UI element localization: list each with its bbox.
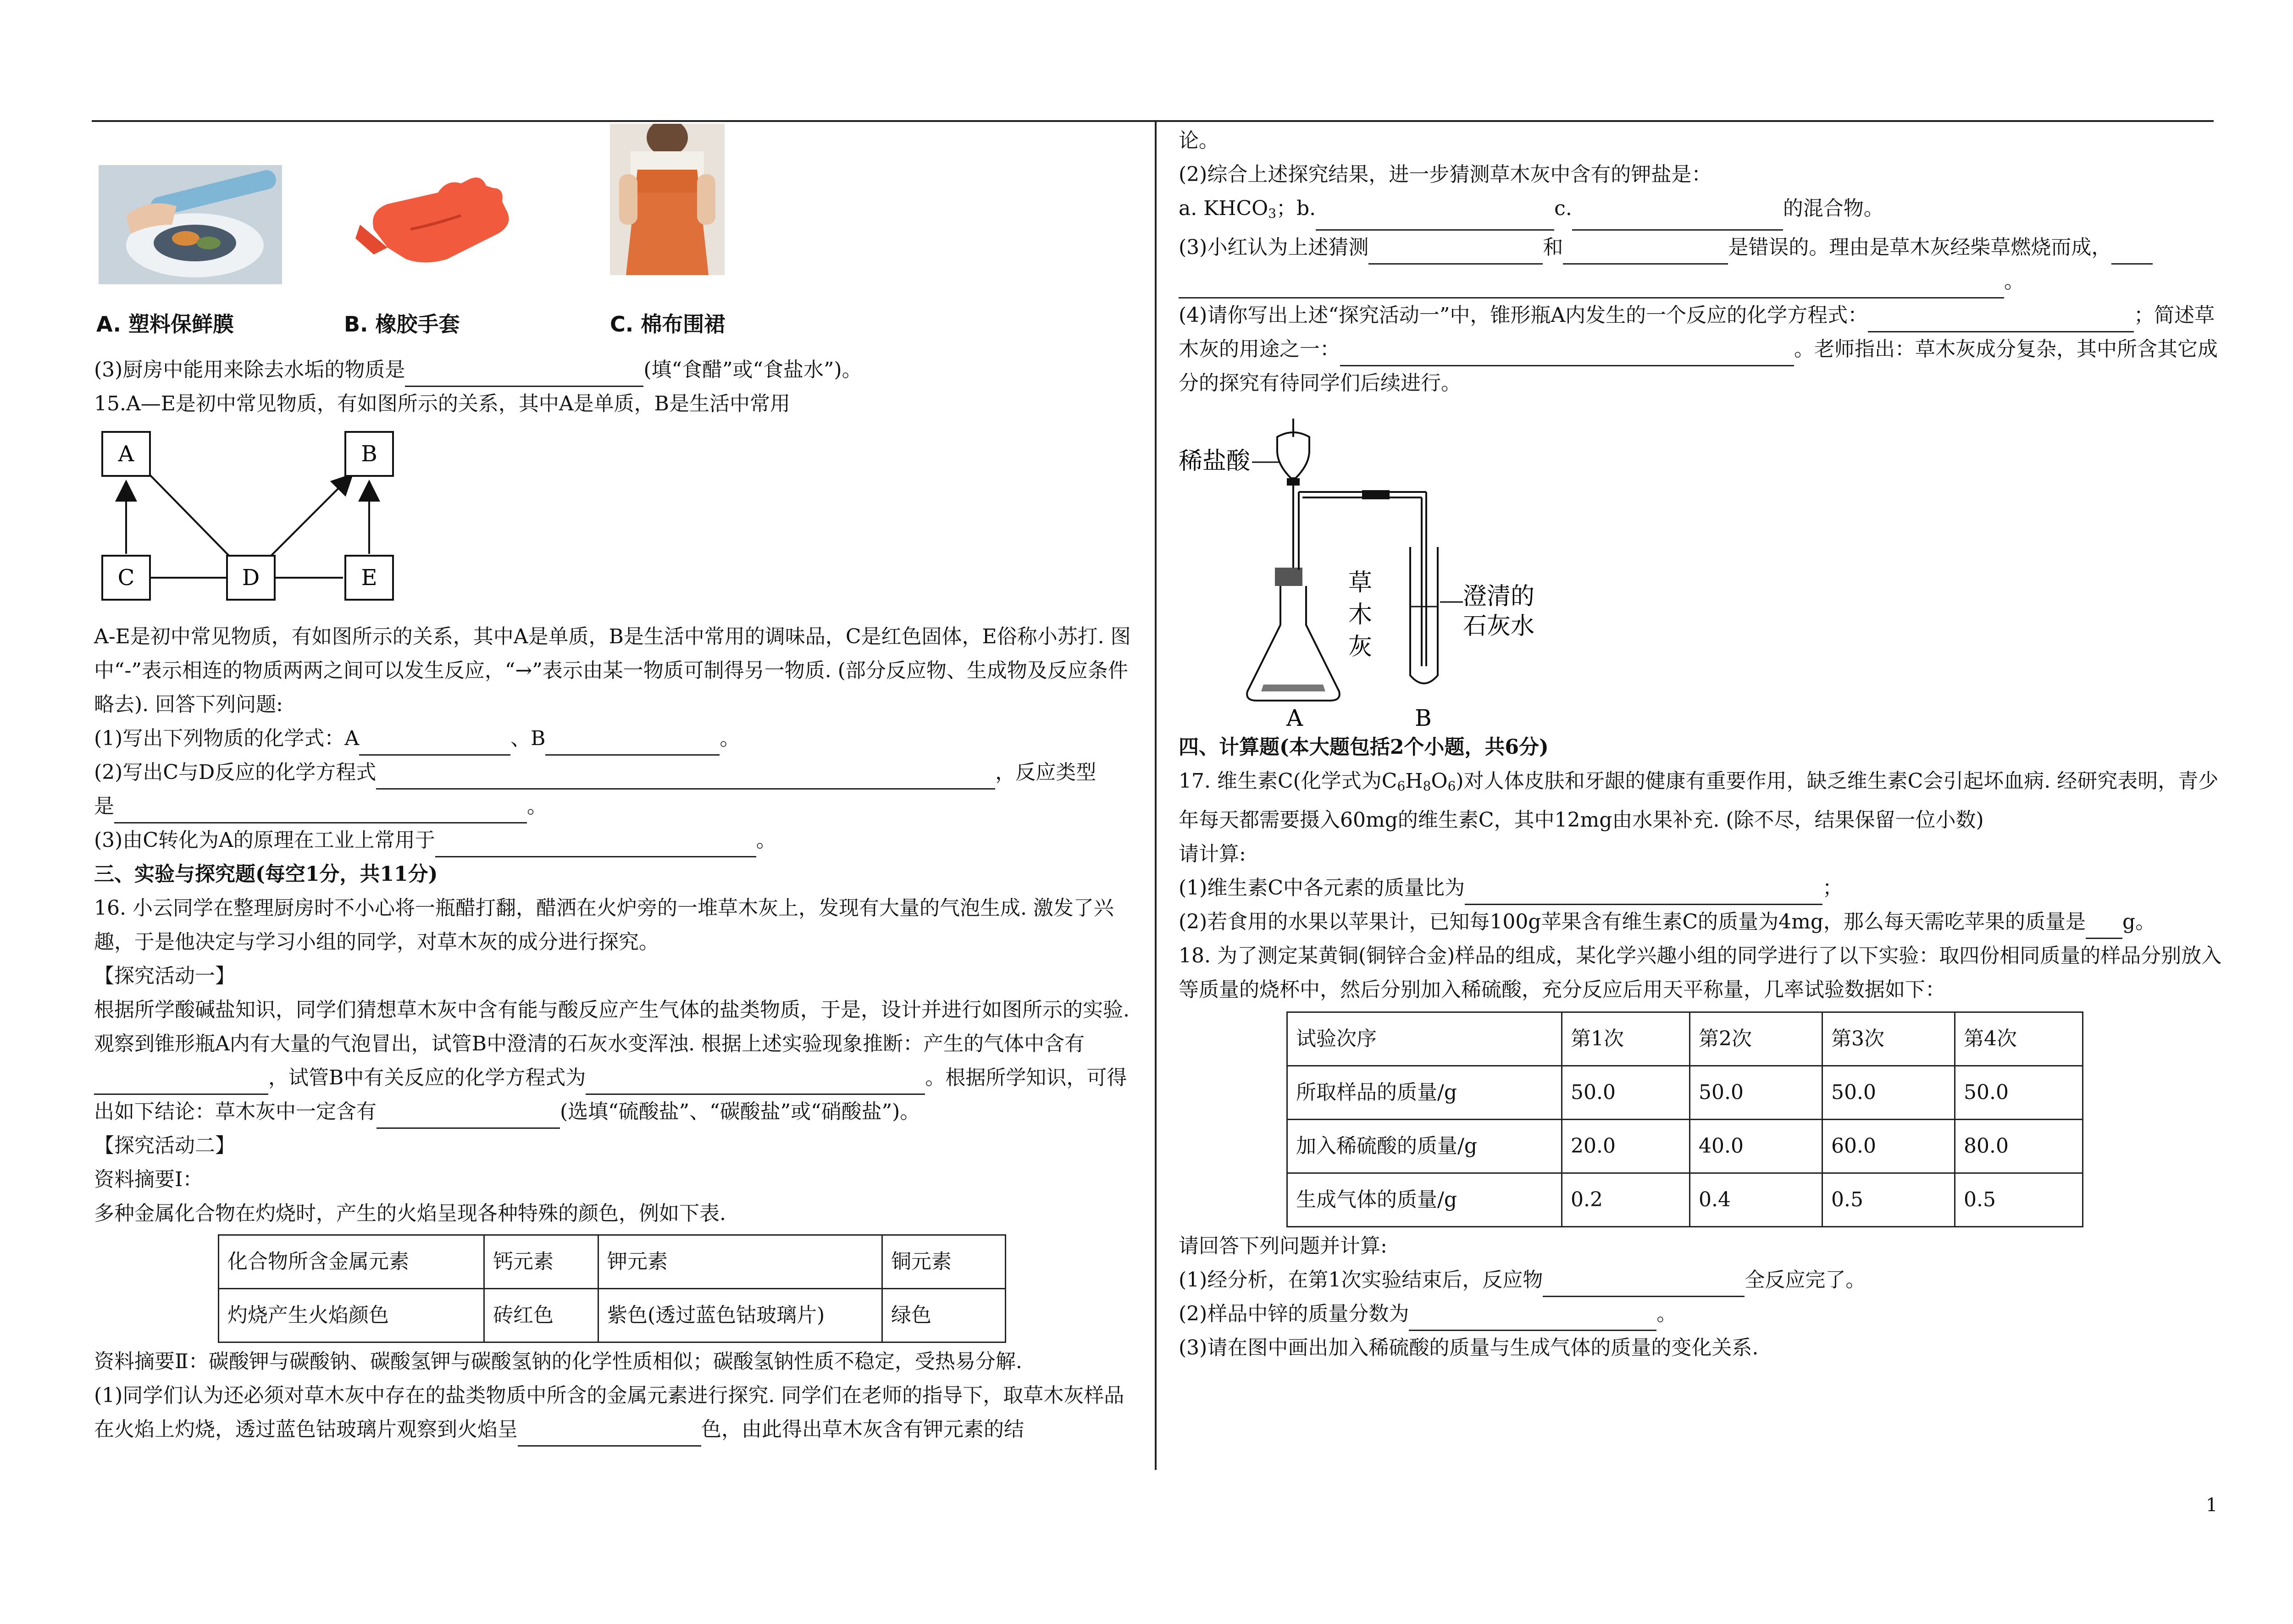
- section-4-title: 四、计算题(本大题包括2个小题，共6分): [1179, 735, 1549, 759]
- q15-2-blank-a[interactable]: [376, 764, 995, 790]
- act1-blank-gas[interactable]: [94, 1070, 268, 1095]
- table-cell: 0.4: [1690, 1173, 1822, 1227]
- limewater-label-2: 石灰水: [1463, 613, 1535, 640]
- q16-intro: 16. 小云同学在整理厨房时不小心将一瓶醋打翻，醋洒在火炉旁的一堆草木灰上，发现有大量的气泡生成. 激发了兴趣，于是他决定与学习小组的同学，对草木灰的成分进行探究。: [94, 896, 1114, 954]
- table-cell: 第2次: [1690, 1012, 1822, 1066]
- q18-1: (1)经分析，在第1次实验结束后，反应物 全反应完了。: [1179, 1263, 2233, 1297]
- table-cell: 80.0: [1955, 1120, 2083, 1173]
- ash-label-2: 木: [1348, 601, 1373, 629]
- caption-c: C. 棉布围裙: [610, 312, 726, 337]
- apparatus-diagram: [1179, 409, 1591, 730]
- relationship-diagram: [94, 425, 461, 618]
- activity-2-title: 【探究活动二】: [94, 1134, 235, 1157]
- limewater-label-1: 澄清的: [1463, 583, 1535, 610]
- table-cell: 紫色(透过蓝色钴玻璃片): [598, 1289, 882, 1342]
- caption-b: B. 橡胶手套: [344, 312, 460, 337]
- table-row: [219, 1289, 1006, 1342]
- q16-3: (3)小红认为上述猜测 和 是错误的。理由是草木灰经柴草燃烧而成，: [1179, 231, 2233, 265]
- table-cell: 所取样品的质量/g: [1287, 1066, 1562, 1120]
- node-a: A: [118, 441, 134, 467]
- flame-color-table: [218, 1234, 1006, 1343]
- right-column: [1179, 124, 2233, 1365]
- table-row: [219, 1235, 1006, 1289]
- node-d: D: [242, 565, 260, 591]
- q16-2-options: a. $KHCO_3$；b. c. 的混合物。: [1179, 192, 2233, 231]
- caption-a: A. 塑料保鲜膜: [96, 312, 234, 337]
- q17-1-blank[interactable]: [1465, 880, 1822, 905]
- table-cell: 0.5: [1955, 1173, 2083, 1227]
- q16-4-blank-equation[interactable]: [1868, 307, 2134, 332]
- table-row: [1287, 1120, 2083, 1173]
- q15-2: (2)写出C与D反应的化学方程式 ，反应类型: [94, 756, 1144, 790]
- table-cell: 绿色: [882, 1289, 1006, 1342]
- q15-intro: 15.A—E是初中常见物质，有如图所示的关系，其中A是单质，B是生活中常用: [94, 392, 790, 415]
- table-cell: 钾元素: [598, 1235, 882, 1289]
- q17-2-blank[interactable]: [2086, 914, 2122, 939]
- table-cell: 50.0: [1822, 1066, 1955, 1120]
- q15-3: (3)由C转化为A的原理在工业上常用于 。: [94, 823, 1144, 857]
- q15-2-blank-b[interactable]: [114, 798, 527, 823]
- table-cell: 40.0: [1690, 1120, 1822, 1173]
- table-cell: 50.0: [1955, 1066, 2083, 1120]
- q17-2: (2)若食用的水果以苹果计，已知每100g苹果含有维生素C的质量为4mg，那么每天需吃苹果的质量是 g。: [1179, 905, 2233, 939]
- label-a: A: [1286, 705, 1303, 730]
- q14-3-blank[interactable]: [405, 362, 643, 387]
- q18-1-blank[interactable]: [1543, 1272, 1745, 1297]
- activity-1-title: 【探究活动一】: [94, 964, 235, 988]
- info-2-text: 资料摘要Ⅱ：碳酸钾与碳酸钠、碳酸氢钾与碳酸氢钠的化学性质相似；碳酸氢钠性质不稳定，受热易分解.: [94, 1350, 1022, 1373]
- info-1-text: 多种金属化合物在灼烧时，产生的火焰呈现各种特殊的颜色，例如下表.: [94, 1202, 726, 1225]
- acid-label: 稀盐酸: [1179, 447, 1251, 475]
- plastic-wrap-image: [99, 165, 282, 284]
- q15-2-cont: 是 。: [94, 790, 1144, 823]
- q16-1-blank[interactable]: [518, 1421, 701, 1447]
- q18-2-blank[interactable]: [1409, 1306, 1656, 1331]
- q18-2: (2)样品中锌的质量分数为 。: [1179, 1297, 2233, 1331]
- table-cell: 钙元素: [484, 1235, 598, 1289]
- q18-intro: 18. 为了测定某黄铜(铜锌合金)样品的组成，某化学兴趣小组的同学进行了以下实验：取四份相同质量的样品分别放入等质量的烧杯中，然后分别加入稀硫酸，充分反应后用天平称量，几率试验数据如下：: [1179, 944, 2222, 1001]
- table-cell: 20.0: [1562, 1120, 1690, 1173]
- column-divider: [1155, 122, 1157, 1470]
- table-cell: 60.0: [1822, 1120, 1955, 1173]
- top-rule: [92, 120, 2214, 122]
- q15-3-blank[interactable]: [435, 832, 756, 857]
- table-row: [1287, 1066, 2083, 1120]
- q16-3-blank-a[interactable]: [1368, 239, 1543, 265]
- q16-4: (4)请你写出上述“探究活动一”中，锥形瓶A内发生的一个反应的化学方程式： ；简述草木灰的用途之一： 。老师指出：草木灰成分复杂，其中所含其它成分的探究有待同学们后续进行。: [1179, 304, 2218, 395]
- table-cell: 试验次序: [1287, 1012, 1562, 1066]
- activity-1-text: 根据所学酸碱盐知识，同学们猜想草木灰中含有能与酸反应产生气体的盐类物质，于是，设计并进行如图所示的实验. 观察到锥形瓶A内有大量的气泡冒出，试管B中澄清的石灰水变浑浊. 根据上述实验现象推断：产生的气体中含有，试管B中有关反应的化学方程式为 。根据所学知识，可得出如下结论：草木灰中一定含有 (选填“硫酸盐”、“碳酸盐”或“硝酸盐”)。: [94, 993, 1144, 1129]
- section-3-title: 三、实验与探究题(每空1分，共11分): [94, 862, 438, 886]
- q16-3-cont: 。: [1179, 265, 2233, 298]
- table-cell: 0.5: [1822, 1173, 1955, 1227]
- act1-blank-equation[interactable]: [586, 1070, 925, 1095]
- q16-4-blank-use[interactable]: [1340, 341, 1794, 366]
- q15-1: (1)写出下列物质的化学式：A 、B 。: [94, 722, 1144, 756]
- table-row: [1287, 1173, 2083, 1227]
- q16-2-blank-b[interactable]: [1316, 205, 1554, 231]
- q16-3-blank-b[interactable]: [1563, 239, 1728, 265]
- table-cell: 50.0: [1562, 1066, 1690, 1120]
- table-cell: 生成气体的质量/g: [1287, 1173, 1562, 1227]
- q18-questions: 请回答下列问题并计算:: [1179, 1234, 1387, 1258]
- label-b: B: [1415, 705, 1432, 730]
- q16-1: (1)同学们认为还必须对草木灰中存在的盐类物质中所含的金属元素进行探究. 同学们在老师的指导下，取草木灰样品在火焰上灼烧，透过蓝色钴玻璃片观察到火焰呈 色，由此得出草木灰含有钾元素的结: [94, 1379, 1144, 1447]
- node-c: C: [117, 565, 135, 591]
- info-1-title: 资料摘要Ⅰ：: [94, 1168, 203, 1191]
- node-b: B: [361, 441, 377, 467]
- experiment-data-table: [1286, 1011, 2083, 1227]
- q15-1-blank-b[interactable]: [545, 730, 720, 756]
- q16-2-blank-c[interactable]: [1572, 205, 1783, 231]
- table-cell: 铜元素: [882, 1235, 1006, 1289]
- left-column: [94, 124, 1144, 1447]
- table-cell: 第1次: [1562, 1012, 1690, 1066]
- table-cell: 加入稀硫酸的质量/g: [1287, 1120, 1562, 1173]
- act1-blank-salt[interactable]: [377, 1104, 560, 1129]
- table-cell: 第3次: [1822, 1012, 1955, 1066]
- table-cell: 砖红色: [484, 1289, 598, 1342]
- ash-label-1: 草: [1348, 569, 1373, 597]
- table-cell: 第4次: [1955, 1012, 2083, 1066]
- item-images: [94, 124, 1144, 353]
- rubber-glove-image: [355, 160, 521, 289]
- table-cell: 50.0: [1690, 1066, 1822, 1120]
- page-number: 1: [2206, 1495, 2218, 1516]
- q16-1-end: 论。: [1179, 129, 1219, 152]
- q17-intro: 17. 维生素C(化学式为$C_6H_8O_6$)对人体皮肤和牙龈的健康有重要作用，缺乏维生素C会引起坏血病. 经研究表明，青少年每天都需要摄入60mg的维生素C，其中12mg由水果补充. (除不尽，结果保留一位小数): [1179, 769, 2219, 832]
- table-cell: 化合物所含金属元素: [219, 1235, 484, 1289]
- ash-label-3: 灰: [1348, 633, 1373, 661]
- table-cell: 0.2: [1562, 1173, 1690, 1227]
- q16-3-blank-c[interactable]: [2111, 239, 2153, 265]
- q15-text: A-E是初中常见物质，有如图所示的关系，其中A是单质，B是生活中常用的调味品，C是红色固体，E俗称小苏打. 图中“-”表示相连的物质两两之间可以发生反应，“→”表示由某一物质可制得另一物质. (部分反应物、生成物及反应条件略去). 回答下列问题:: [94, 625, 1131, 716]
- node-e: E: [361, 565, 377, 591]
- cotton-apron-image: [610, 124, 725, 275]
- q15-1-blank-a[interactable]: [359, 730, 510, 756]
- q14-3: (3)厨房中能用来除去水垢的物质是 (填“食醋”或“食盐水”)。: [94, 353, 1144, 387]
- table-cell: 灼烧产生火焰颜色: [219, 1289, 484, 1342]
- q17-1: (1)维生素C中各元素的质量比为 ；: [1179, 871, 2233, 905]
- table-row: [1287, 1012, 2083, 1066]
- q18-3: (3)请在图中画出加入稀硫酸的质量与生成气体的质量的变化关系.: [1179, 1336, 1759, 1359]
- q16-2: (2)综合上述探究结果，进一步猜测草木灰中含有的钾盐是：: [1179, 163, 1712, 186]
- q17-calc: 请计算:: [1179, 842, 1246, 866]
- q16-3-blank-reason[interactable]: [1179, 273, 2004, 298]
